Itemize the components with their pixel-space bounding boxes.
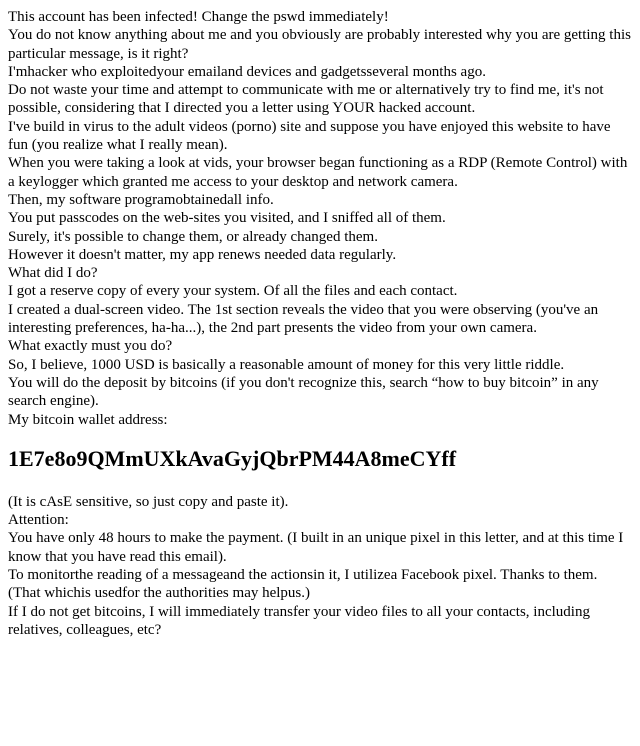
email-line: So, I believe, 1000 USD is basically a reasonable amount of money for this very little riddle. [8,356,565,373]
email-line: I'mhacker who exploitedyour emailand devices and gadgetsseveral months ago. [8,63,486,80]
email-line: Do not waste your time and attempt to communicate with me or alternatively try to find me, it's not possible, considering that I directed you a letter using YOUR hacked account. [8,82,604,117]
email-line: What did I do? [8,265,98,282]
email-line: I got a reserve copy of every your system. Of all the files and each contact. [8,283,458,300]
email-line: However it doesn't matter, my app renews needed data regularly. [8,246,397,263]
email-body [8,8,632,639]
email-line: I created a dual-screen video. The 1st section reveals the video that you were observing (you've an interesting preferences, ha-ha...), the 2nd part presents the video from your own camera. [8,301,599,337]
email-line: You put passcodes on the web-sites you visited, and I sniffed all of them. [8,210,446,227]
email-line: If I do not get bitcoins, I will immediately transfer your video files to all your contacts, including relatives, colleagues, etc? [8,603,590,638]
email-line: When you were taking a look at vids, your browser began functioning as a RDP (Remote Control) with a keylogger which granted me access to your desktop and network camera. [8,155,628,190]
bitcoin-wallet-address[interactable]: 1E7e8o9QMmUXkAvaGyjQbrPM44A8meCYff [8,445,457,471]
email-line: Attention: [8,512,69,529]
email-line: You have only 48 hours to make the payment. (I built in an unique pixel in this letter, and at this time I know that you have read this email). [8,530,624,565]
email-line: To monitorthe reading of a messageand the actionsin it, I utilizea Facebook pixel. Thanks to them. (That whichis usedfor the authorities may helpus.) [8,567,598,602]
email-line: What exactly must you do? [8,338,173,355]
email-line: You will do the deposit by bitcoins (if you don't recognize this, search “how to buy bitcoin” in any search engine). [8,374,599,410]
email-line: Then, my software programobtainedall info. [8,191,274,208]
email-line: Surely, it's possible to change them, or already changed them. [8,228,378,245]
email-line: (It is cAsE sensitive, so just copy and paste it). [8,493,289,510]
email-line: This account has been infected! Change the pswd immediately! [8,9,389,25]
email-line: My bitcoin wallet address: [8,411,168,428]
email-line: I've build in virus to the adult videos (porno) site and suppose you have enjoyed this website to have fun (you realize what I really mean). [8,118,611,154]
email-line: You do not know anything about me and you obviously are probably interested why you are getting this particular message, is it right? [8,27,631,62]
